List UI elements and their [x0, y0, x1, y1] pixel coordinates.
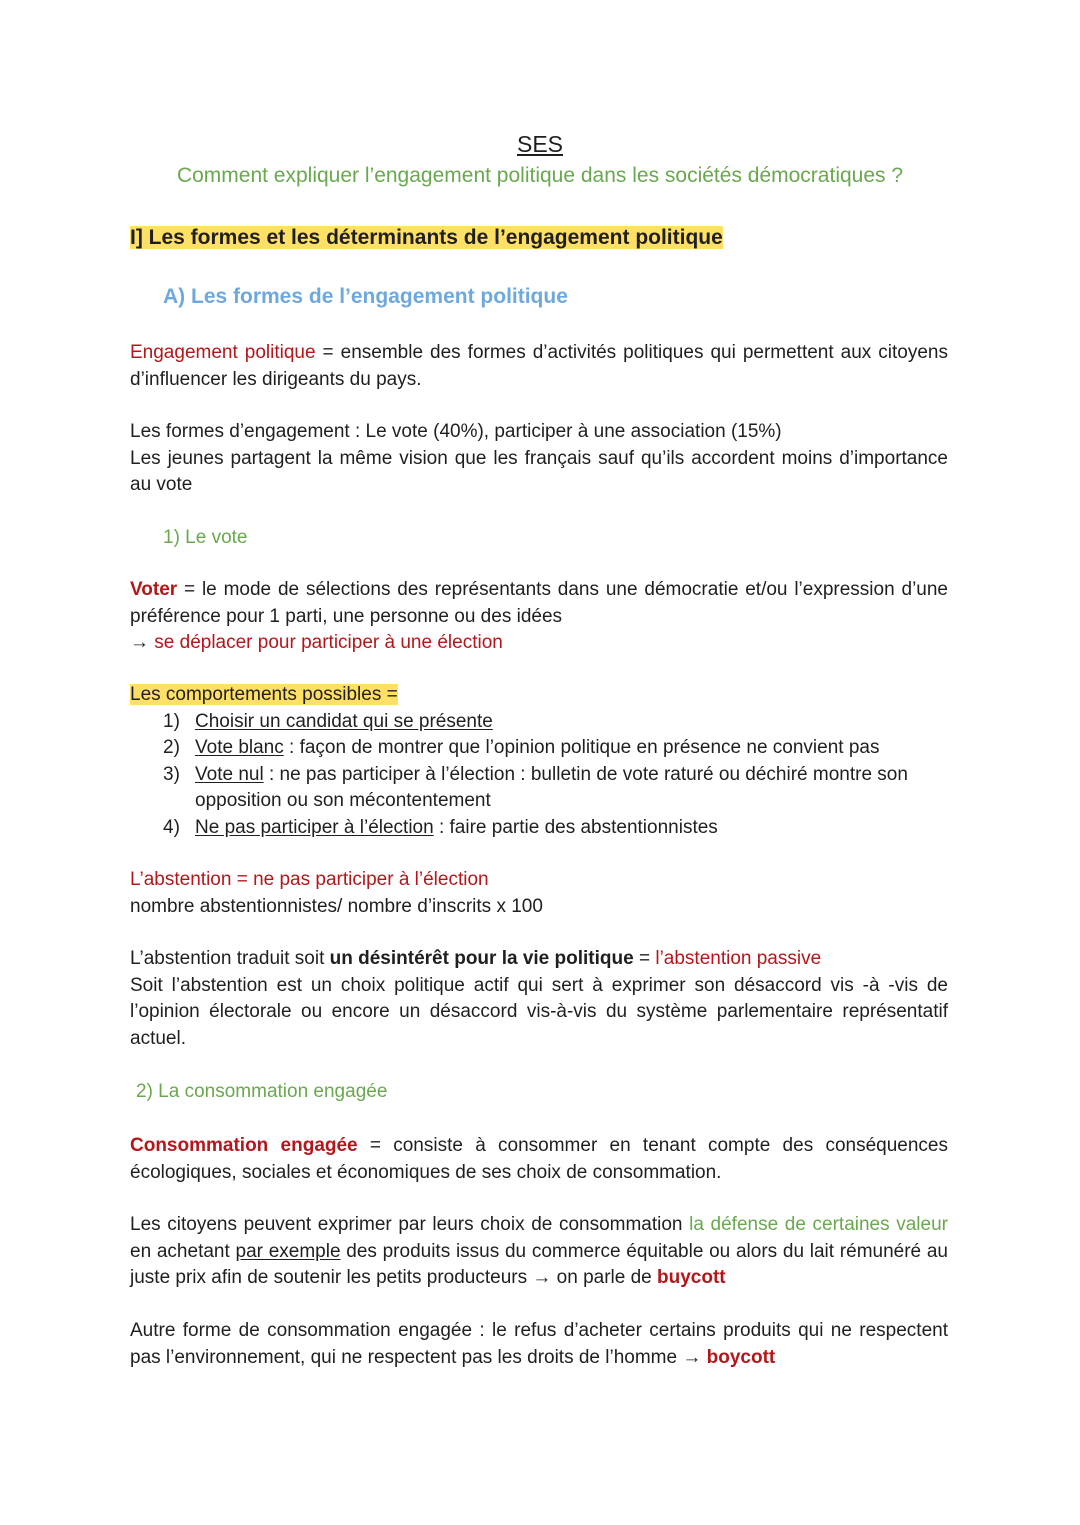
- definition-engagement-term: Engagement politique: [130, 342, 316, 363]
- section-a-title: A) Les formes de l’engagement politique: [163, 285, 568, 308]
- part-1-heading: [130, 224, 948, 252]
- abstention-passive-label: l’abstention passive: [655, 948, 822, 969]
- list-item-term: Choisir un candidat qui se présente: [195, 710, 493, 732]
- part-1-title: I] Les formes et les déterminants de l’engagement politique: [130, 226, 723, 249]
- list-item-number: 2): [163, 737, 180, 758]
- abstention-definition-text: L’abstention = ne pas participer à l’élection: [130, 869, 489, 890]
- list-item-number: 1): [163, 710, 180, 732]
- buycott-paragraph: [130, 1212, 948, 1292]
- definition-consommation-text: = consiste à consommer en tenant compte des conséquences écologiques, sociales et économiques de ses choix de consommation.: [130, 1135, 948, 1183]
- buycott-term: buycott: [657, 1267, 726, 1288]
- arrow-glyph: →: [130, 632, 155, 653]
- list-item-text: : ne pas participer à l’élection : bulletin de vote raturé ou déchiré montre son opposition ou son mécontentement: [195, 763, 908, 811]
- abstention-definition: [130, 867, 948, 920]
- abstention-active-paragraph: Soit l’abstention est un choix politique actif qui sert à exprimer son désaccord vis -à -vis de l’opinion électorale ou encore un désaccord vis-à-vis du système parlementaire représentatif actuel.: [130, 974, 948, 1049]
- list-item: [130, 815, 948, 842]
- buycott-example: par exemple: [235, 1240, 341, 1262]
- list-item: [130, 709, 948, 736]
- list-item-term: Vote blanc: [195, 737, 284, 758]
- buycott-text-1: Les citoyens peuvent exprimer par leurs choix de consommation: [130, 1214, 690, 1235]
- abstention-passive-bold: un désintérêt pour la vie politique: [329, 948, 634, 969]
- subsection-consommation-title: 2) La consommation engagée: [136, 1081, 388, 1102]
- buycott-values: la défense de certaines valeur: [689, 1214, 948, 1235]
- comportements-list: [130, 709, 948, 842]
- list-item: [130, 735, 948, 762]
- definition-consommation-term: Consommation engagée: [130, 1135, 358, 1156]
- main-question: Comment expliquer l’engagement politique dans les sociétés démocratiques ?: [176, 164, 904, 187]
- boycott-term: boycott: [706, 1346, 776, 1368]
- list-item-number: 4): [163, 816, 180, 838]
- comportements-title: Les comportements possibles =: [130, 684, 398, 705]
- list-item: [130, 762, 948, 815]
- list-item-text: : faire partie des abstentionnistes: [433, 816, 718, 838]
- buycott-text-2: en achetant: [130, 1240, 236, 1262]
- boycott-paragraph: [130, 1318, 948, 1371]
- definition-voter: [130, 577, 948, 657]
- definition-engagement: [130, 340, 948, 393]
- comportements-section: [130, 682, 948, 841]
- definition-engagement-text: = ensemble des formes d’activités politiques qui permettent aux citoyens d’influencer les dirigeants du pays.: [130, 342, 948, 390]
- abstention-types: [130, 946, 948, 1052]
- definition-consommation: [130, 1133, 948, 1186]
- boycott-text: Autre forme de consommation engagée : le refus d’acheter certains produits qui ne respectent pas l’environnement, qui ne respectent pas les droits de l’homme →: [130, 1320, 948, 1368]
- abstention-formula: nombre abstentionnistes/ nombre d’inscrits x 100: [130, 895, 543, 917]
- list-item-number: 3): [163, 763, 180, 785]
- subject-title: SES: [516, 131, 564, 157]
- formes-line-1: Les formes d’engagement : Le vote (40%), participer à une association (15%): [130, 421, 782, 442]
- list-item-text: : façon de montrer que l’opinion politique en présence ne convient pas: [283, 737, 880, 758]
- buycott-text-3: des produits issus du commerce équitable ou alors du lait rémunéré au juste prix afin de soutenir les petits producteurs → on parle de: [130, 1240, 948, 1288]
- subsection-vote-title: 1) Le vote: [163, 527, 248, 548]
- list-item-term: Vote nul: [195, 763, 264, 785]
- formes-line-2: Les jeunes partagent la même vision que les français sauf qu’ils accordent moins d’importance au vote: [130, 447, 948, 495]
- abstention-passive-intro: L’abstention traduit soit: [130, 948, 330, 969]
- list-item-term: Ne pas participer à l’élection: [195, 816, 434, 838]
- definition-voter-term: Voter: [130, 579, 178, 600]
- definition-voter-consequence: se déplacer pour participer à une élection: [154, 632, 503, 653]
- abstention-passive-equals: =: [633, 948, 656, 969]
- definition-voter-text: = le mode de sélections des représentants dans une démocratie et/ou l’expression d’une préférence pour 1 parti, une personne ou des idées: [130, 579, 948, 627]
- formes-paragraph: [130, 419, 948, 499]
